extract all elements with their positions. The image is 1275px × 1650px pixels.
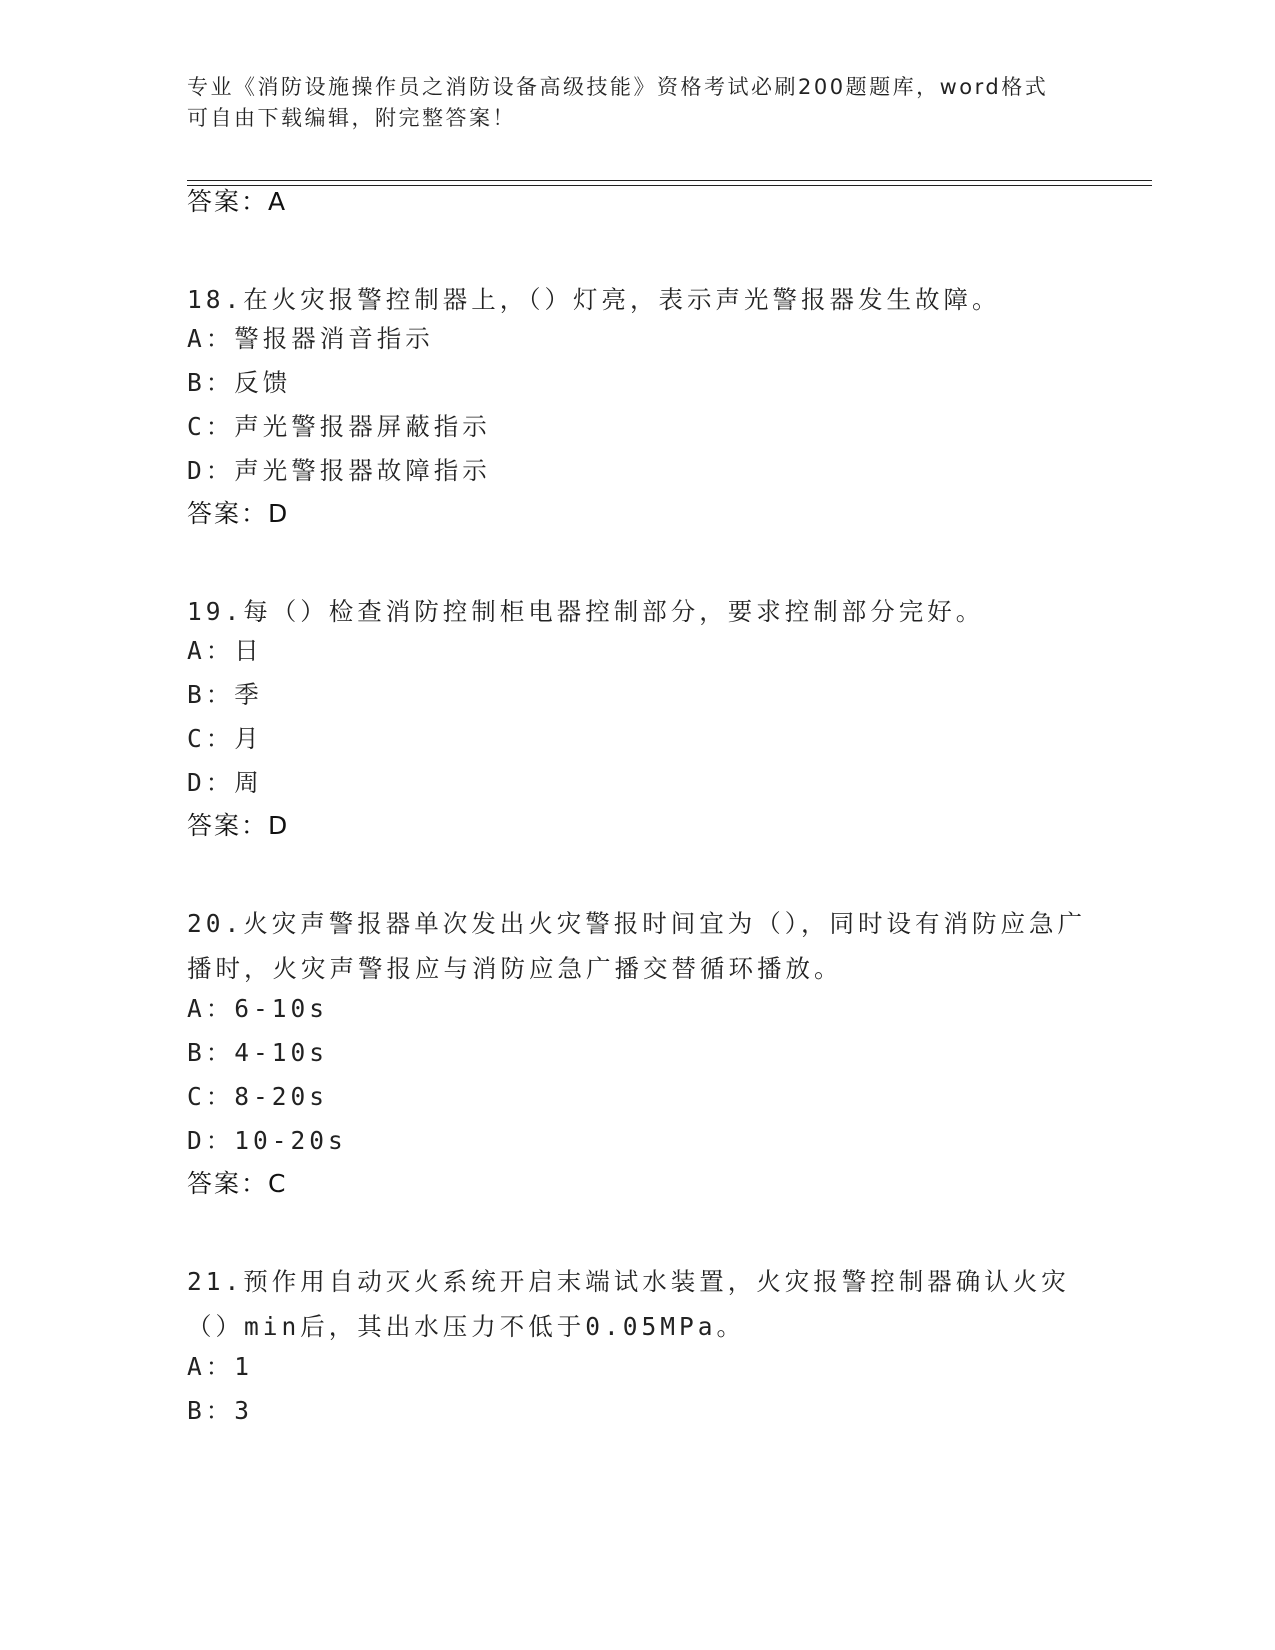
- answer-18: 答案：D: [187, 499, 290, 528]
- question-20-option-b: B：4-10s: [187, 1038, 329, 1067]
- question-20-stem: 20.火灾声警报器单次发出火灾警报时间宜为（），同时设有消防应急广播时，火灾声警报应与消防应急广播交替循环播放。: [187, 909, 1086, 983]
- question-18-stem: 18.在火灾报警控制器上，（）灯亮，表示声光警报器发生故障。: [187, 285, 1001, 314]
- question-18-option-b: B：反馈: [187, 368, 292, 397]
- question-20-option-c: C：8-20s: [187, 1082, 329, 1111]
- question-19-option-d: D：周: [187, 768, 263, 797]
- header-divider-top: [187, 180, 1152, 181]
- question-18-option-c: C：声光警报器屏蔽指示: [187, 412, 491, 441]
- question-20-option-d: D：10-20s: [187, 1126, 347, 1155]
- document-header: 专业《消防设施操作员之消防设备高级技能》资格考试必刷200题题库，word格式可自由下载编辑，附完整答案！: [187, 75, 1049, 130]
- question-19-option-c: C：月: [187, 724, 263, 753]
- question-19-option-b: B：季: [187, 680, 263, 709]
- header-divider-bottom: [187, 185, 1152, 186]
- question-21-stem: 21.预作用自动灭火系统开启末端试水装置，火灾报警控制器确认火灾（）min后，其出水压力不低于0.05MPa。: [187, 1267, 1070, 1341]
- question-21-option-b: B：3: [187, 1396, 254, 1425]
- answer-20: 答案：C: [187, 1169, 288, 1198]
- question-20-option-a: A：6-10s: [187, 994, 329, 1023]
- answer-19: 答案：D: [187, 811, 290, 840]
- answer-17: 答案：A: [187, 187, 288, 216]
- question-19-stem: 19.每（）检查消防控制柜电器控制部分，要求控制部分完好。: [187, 597, 985, 626]
- question-19-option-a: A：日: [187, 636, 263, 665]
- question-21-option-a: A：1: [187, 1352, 254, 1381]
- question-18-option-a: A：警报器消音指示: [187, 324, 434, 353]
- question-18-option-d: D：声光警报器故障指示: [187, 456, 491, 485]
